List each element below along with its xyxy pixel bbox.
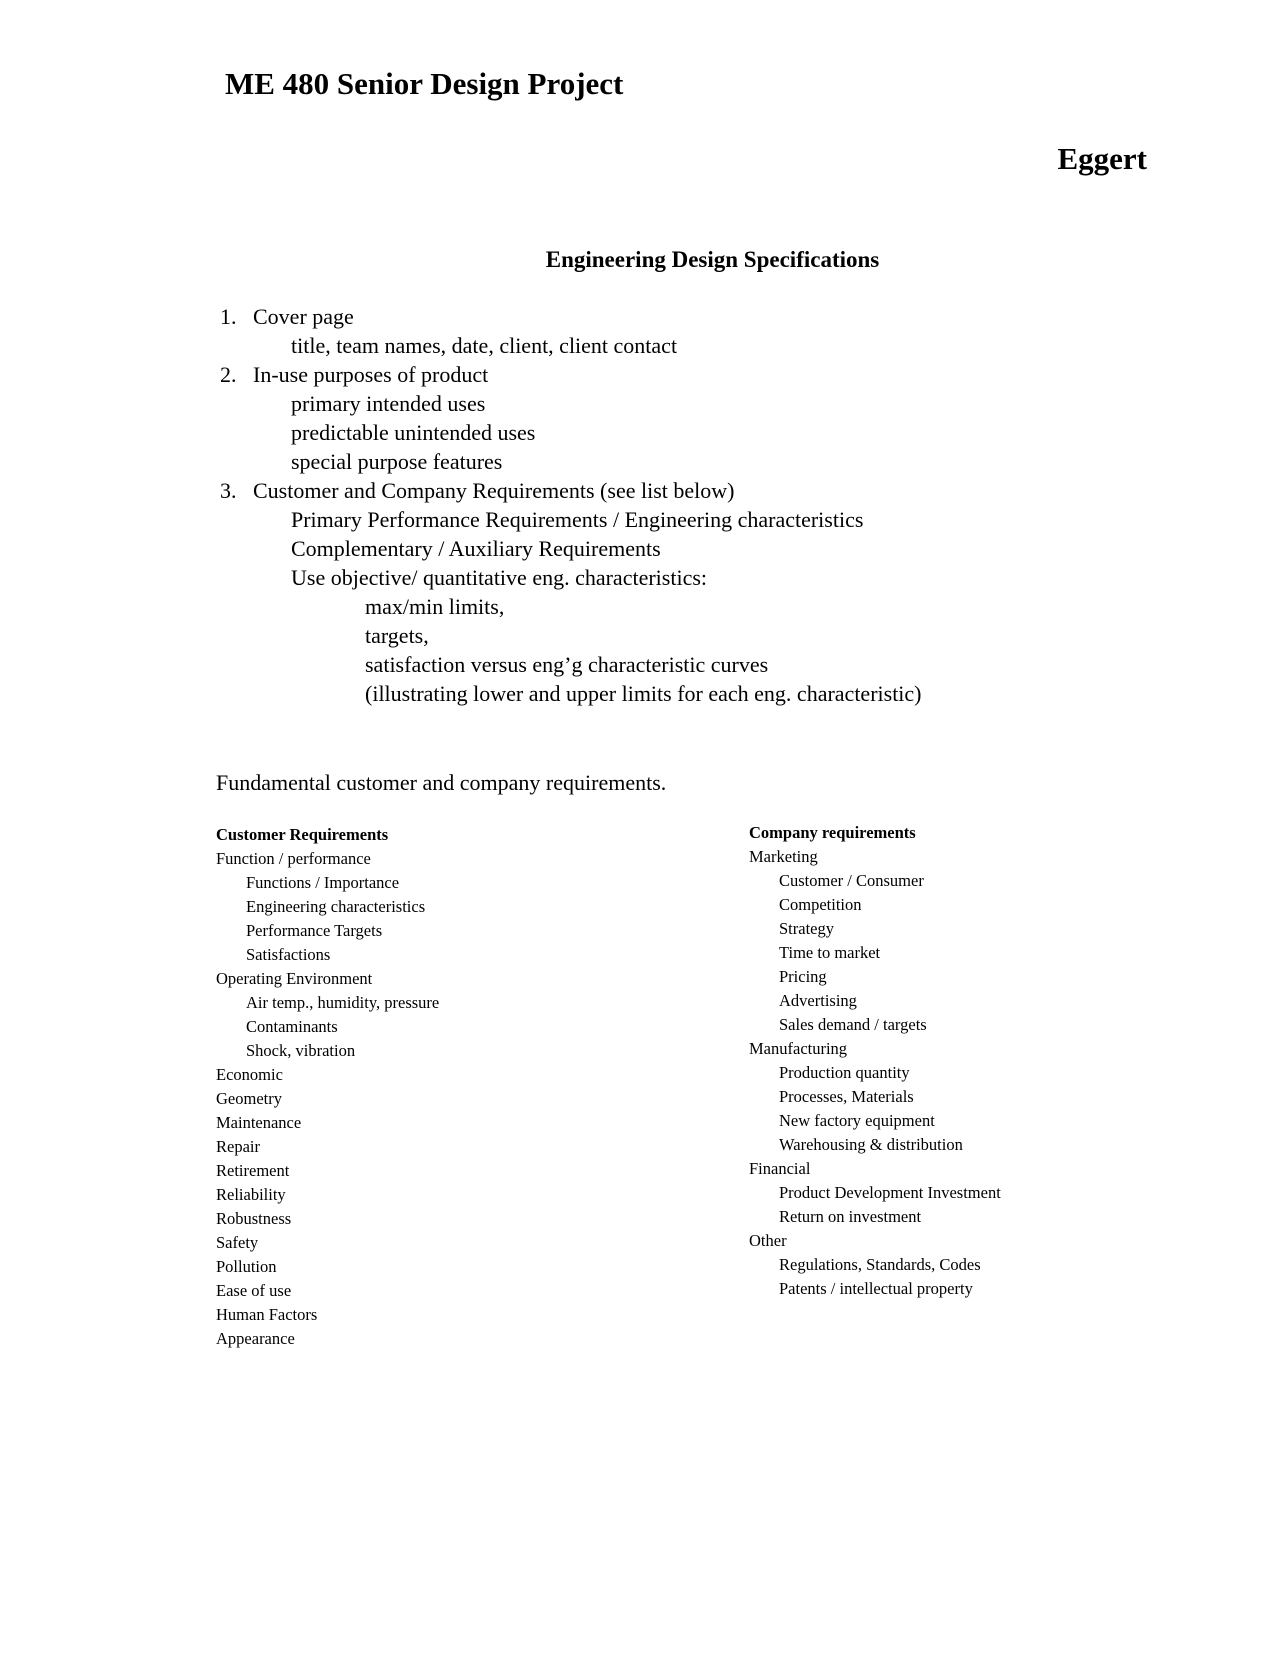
requirement-category: Repair [216,1137,260,1156]
outline-subitem: title, team names, date, client, client contact [291,333,678,358]
requirement-item: Satisfactions [246,945,331,964]
requirement-category: Reliability [216,1185,286,1204]
requirement-item: Regulations, Standards, Codes [779,1255,981,1274]
requirement-category: Operating Environment [216,969,373,988]
fundamentals-heading: Fundamental customer and company requirements. [216,770,667,795]
outline-subsubitem: targets, [365,623,429,648]
requirement-category: Safety [216,1233,259,1252]
customer-requirements-column [216,823,439,1351]
requirement-category: Economic [216,1065,283,1084]
requirement-category: Maintenance [216,1113,302,1132]
requirement-category: Other [749,1231,787,1250]
outline-item-number: 1. [220,304,237,329]
course-title: ME 480 Senior Design Project [225,66,624,101]
outline-subitem: primary intended uses [291,391,486,416]
requirement-category: Financial [749,1159,811,1178]
customer-requirements-title: Customer Requirements [216,825,389,844]
requirement-item: Advertising [779,991,857,1010]
requirement-category: Marketing [749,847,818,866]
outline-item-number: 2. [220,362,237,387]
requirement-item: New factory equipment [779,1111,935,1130]
requirement-item: Performance Targets [246,921,383,940]
requirement-item: Shock, vibration [246,1041,356,1060]
company-requirements-title: Company requirements [749,823,916,842]
requirement-category: Ease of use [216,1281,292,1300]
requirement-category: Robustness [216,1209,292,1228]
requirement-category: Pollution [216,1257,277,1276]
requirement-item: Patents / intellectual property [779,1279,973,1298]
outline-item-number: 3. [220,478,237,503]
outline-item-title: Cover page [253,304,354,329]
outline-subsubitem: (illustrating lower and upper limits for each eng. characteristic) [365,681,922,706]
requirement-item: Warehousing & distribution [779,1135,963,1154]
requirement-item: Time to market [779,943,881,962]
requirement-item: Functions / Importance [246,873,400,892]
outline-subsubitem: satisfaction versus eng’g characteristic curves [365,652,769,677]
requirement-category: Function / performance [216,849,371,868]
outline-item-title: Customer and Company Requirements (see list below) [253,478,735,503]
outline-subitem: Primary Performance Requirements / Engineering characteristics [291,507,864,532]
requirement-item: Processes, Materials [779,1087,914,1106]
requirement-category: Manufacturing [749,1039,848,1058]
requirement-category: Geometry [216,1089,282,1108]
requirement-item: Pricing [779,967,827,986]
outline-subitem: Complementary / Auxiliary Requirements [291,536,661,561]
requirement-item: Competition [779,895,862,914]
requirement-item: Engineering characteristics [246,897,426,916]
outline-subitem: special purpose features [291,449,503,474]
specification-outline [220,302,922,708]
requirement-category: Appearance [216,1329,295,1348]
outline-item [220,360,922,389]
requirement-category: Retirement [216,1161,290,1180]
outline-subsubitem: max/min limits, [365,594,505,619]
document-heading: Engineering Design Specifications [545,247,880,272]
requirement-item: Contaminants [246,1017,338,1036]
outline-item-title: In-use purposes of product [253,362,489,387]
requirement-item: Sales demand / targets [779,1015,927,1034]
company-requirements-column [749,821,1001,1301]
requirement-item: Strategy [779,919,834,938]
requirement-item: Product Development Investment [779,1183,1001,1202]
outline-item [220,302,922,331]
requirement-item: Air temp., humidity, pressure [246,993,440,1012]
requirement-item: Customer / Consumer [779,871,924,890]
requirement-item: Return on investment [779,1207,922,1226]
requirement-category: Human Factors [216,1305,318,1324]
outline-subitem: Use objective/ quantitative eng. characteristics: [291,565,708,590]
outline-subitem: predictable unintended uses [291,420,536,445]
outline-item [220,476,922,505]
author-name: Eggert [1057,141,1147,176]
requirement-item: Production quantity [779,1063,910,1082]
